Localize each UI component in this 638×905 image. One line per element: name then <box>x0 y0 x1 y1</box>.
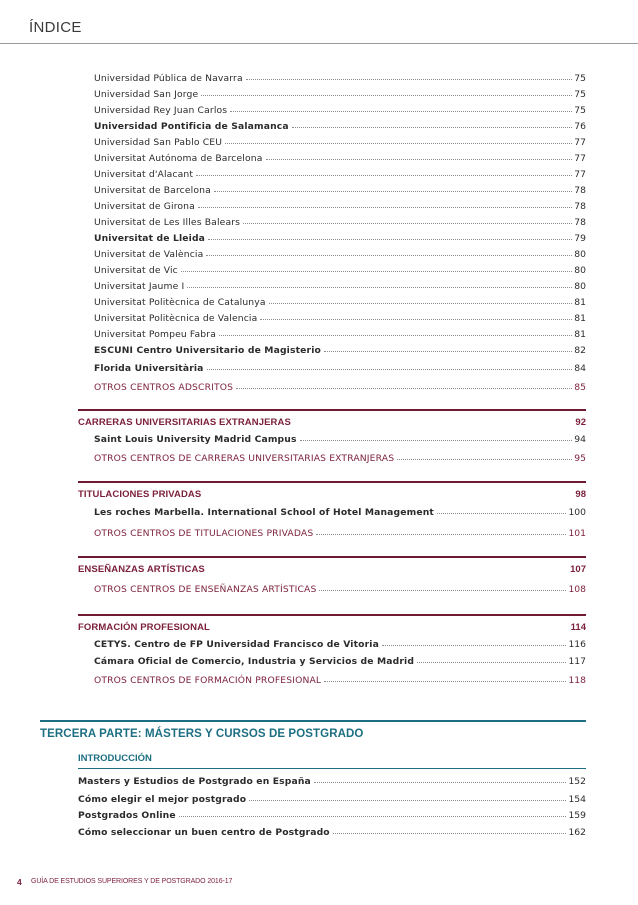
toc-entry[interactable] <box>94 104 586 118</box>
leader-dots <box>201 95 572 96</box>
toc-entry[interactable] <box>78 809 586 823</box>
toc-entry-page: 75 <box>574 89 586 100</box>
toc-entry-label: Universidad Pública de Navarra <box>94 73 243 84</box>
footer-text: GUÍA DE ESTUDIOS SUPERIORES Y DE POSTGRADO 2016-17 <box>31 878 233 885</box>
section-title: FORMACIÓN PROFESIONAL <box>78 622 210 633</box>
leader-dots <box>208 239 572 240</box>
toc-entry[interactable] <box>94 120 586 134</box>
toc-entry[interactable] <box>94 362 586 376</box>
toc-entry-page: 78 <box>574 217 586 228</box>
toc-entry-label: Universitat Pompeu Fabra <box>94 329 216 340</box>
toc-entry-label: Cómo seleccionar un buen centro de Postgrado <box>78 827 330 838</box>
toc-entry-page: 80 <box>574 265 586 276</box>
toc-entry[interactable] <box>94 168 586 182</box>
toc-entry[interactable] <box>94 312 586 326</box>
leader-dots <box>260 319 572 320</box>
toc-entry[interactable] <box>94 264 586 278</box>
toc-entry[interactable] <box>94 232 586 246</box>
section-heading[interactable] <box>78 564 586 575</box>
toc-entry-label: Universitat de Vic <box>94 265 178 276</box>
toc-entry-label: Universitat de Barcelona <box>94 185 211 196</box>
toc-entry-label: Universitat de València <box>94 249 204 260</box>
toc-entry-label: Universidad Pontificia de Salamanca <box>94 121 289 132</box>
toc-entry[interactable] <box>94 506 586 520</box>
leader-dots <box>236 388 572 389</box>
section-title: CARRERAS UNIVERSITARIAS EXTRANJERAS <box>78 417 291 428</box>
section-title: ENSEÑANZAS ARTÍSTICAS <box>78 564 205 575</box>
header-divider <box>0 43 638 44</box>
toc-entry-page: 75 <box>574 73 586 84</box>
section-page: 114 <box>570 622 586 633</box>
leader-dots <box>225 143 572 144</box>
toc-entry-page: 79 <box>574 233 586 244</box>
toc-entry-page: 100 <box>568 507 586 518</box>
leader-dots <box>207 369 573 370</box>
toc-entry-label: OTROS CENTROS DE TITULACIONES PRIVADAS <box>94 528 314 539</box>
toc-entry-label: Universitat d'Alacant <box>94 169 194 180</box>
toc-entry[interactable] <box>94 296 586 310</box>
toc-entry-page: 82 <box>574 345 586 356</box>
leader-dots <box>417 662 566 663</box>
toc-entry-label: Universitat Politècnica de Catalunya <box>94 297 266 308</box>
leader-dots <box>314 782 567 783</box>
toc-entry-label: Postgrados Online <box>78 810 176 821</box>
toc-entry-page: 108 <box>568 584 586 595</box>
toc-entry-page: 77 <box>574 153 586 164</box>
leader-dots <box>198 207 572 208</box>
toc-entry[interactable] <box>94 328 586 342</box>
toc-entry-page: 80 <box>574 249 586 260</box>
toc-entry-label: Universitat de Girona <box>94 201 195 212</box>
section-page: 92 <box>575 417 586 428</box>
toc-entry-label: Universidad Rey Juan Carlos <box>94 105 228 116</box>
toc-entry-page: 77 <box>574 137 586 148</box>
toc-entry-page: 85 <box>574 382 586 393</box>
toc-entry-page: 117 <box>568 656 586 667</box>
intro-heading[interactable]: INTRODUCCIÓN <box>78 753 152 764</box>
toc-entry-label: Les roches Marbella. International School of Hotel Management <box>94 507 434 518</box>
section-divider <box>78 409 586 411</box>
intro-divider <box>78 768 586 769</box>
leader-dots <box>319 590 566 591</box>
section-divider <box>78 481 586 483</box>
toc-entry-label: Universitat de Lleida <box>94 233 206 244</box>
toc-entry-label: Masters y Estudios de Postgrado en España <box>78 776 311 787</box>
section-heading[interactable] <box>78 622 586 633</box>
toc-entry-label: Cómo elegir el mejor postgrado <box>78 794 247 805</box>
section-page: 98 <box>575 489 586 500</box>
toc-entry-label: OTROS CENTROS DE ENSEÑANZAS ARTÍSTICAS <box>94 584 317 595</box>
leader-dots <box>300 440 573 441</box>
toc-entry-label: Universitat Autónoma de Barcelona <box>94 153 263 164</box>
toc-entry[interactable] <box>94 280 586 294</box>
leader-dots <box>230 111 572 112</box>
toc-entry-other-centers[interactable] <box>94 527 586 541</box>
toc-entry-other-centers[interactable] <box>94 583 586 597</box>
toc-entry-page: 81 <box>574 329 586 340</box>
toc-entry-label: ESCUNI Centro Universitario de Magisterio <box>94 345 321 356</box>
toc-entry[interactable] <box>94 200 586 214</box>
toc-entry-label: Universidad San Pablo CEU <box>94 137 223 148</box>
toc-entry-page: 116 <box>568 639 586 650</box>
toc-entry-page: 159 <box>568 810 586 821</box>
toc-entry-label: Florida Universitària <box>94 363 204 374</box>
toc-entry-page: 78 <box>574 201 586 212</box>
toc-entry-page: 80 <box>574 281 586 292</box>
leader-dots <box>196 175 572 176</box>
toc-entry[interactable] <box>94 248 586 262</box>
toc-entry-label: OTROS CENTROS DE CARRERAS UNIVERSITARIAS EXTRANJERAS <box>94 453 395 464</box>
toc-entry[interactable] <box>78 793 586 807</box>
toc-entry[interactable] <box>94 88 586 102</box>
toc-entry[interactable] <box>94 344 586 358</box>
toc-entry-label: Universitat Jaume I <box>94 281 185 292</box>
section-page: 107 <box>570 564 586 575</box>
toc-entry-other-centers[interactable] <box>94 381 586 395</box>
toc-entry-label: Universidad San Jorge <box>94 89 199 100</box>
toc-entry-label: Saint Louis University Madrid Campus <box>94 434 297 445</box>
toc-entry[interactable] <box>94 433 586 447</box>
leader-dots <box>382 645 567 646</box>
toc-entry-label: CETYS. Centro de FP Universidad Francisco de Vitoria <box>94 639 379 650</box>
leader-dots <box>214 191 572 192</box>
toc-entry-page: 154 <box>568 794 586 805</box>
leader-dots <box>324 681 566 682</box>
leader-dots <box>219 335 572 336</box>
leader-dots <box>397 459 572 460</box>
leader-dots <box>243 223 572 224</box>
leader-dots <box>324 351 572 352</box>
toc-entry-page: 94 <box>574 434 586 445</box>
section-heading[interactable] <box>78 417 586 428</box>
section-divider <box>78 614 586 616</box>
leader-dots <box>187 287 572 288</box>
part-divider <box>40 720 586 722</box>
toc-entry-page: 95 <box>574 453 586 464</box>
part-title[interactable]: TERCERA PARTE: MÁSTERS Y CURSOS DE POSTGRADO <box>40 728 364 740</box>
toc-entry-page: 101 <box>568 528 586 539</box>
toc-entry-label: OTROS CENTROS ADSCRITOS <box>94 382 234 393</box>
leader-dots <box>269 303 573 304</box>
toc-entry[interactable] <box>94 136 586 150</box>
leader-dots <box>316 534 566 535</box>
toc-entry[interactable] <box>94 152 586 166</box>
toc-entry-page: 75 <box>574 105 586 116</box>
toc-entry-other-centers[interactable] <box>94 452 586 466</box>
toc-entry-page: 152 <box>568 776 586 787</box>
section-divider <box>78 556 586 558</box>
toc-entry[interactable] <box>94 638 586 652</box>
toc-entry[interactable] <box>94 655 586 669</box>
toc-entry-page: 78 <box>574 185 586 196</box>
toc-entry[interactable] <box>94 184 586 198</box>
toc-entry-page: 81 <box>574 297 586 308</box>
toc-entry-label: Universitat de Les Illes Balears <box>94 217 241 228</box>
toc-entry-page: 81 <box>574 313 586 324</box>
toc-entry-page: 118 <box>568 675 586 686</box>
section-heading[interactable] <box>78 489 586 500</box>
toc-entry-label: Universitat Politècnica de Valencia <box>94 313 258 324</box>
toc-entry[interactable] <box>94 72 586 86</box>
page-title: ÍNDICE <box>29 19 82 36</box>
leader-dots <box>292 127 573 128</box>
leader-dots <box>206 255 572 256</box>
leader-dots <box>333 833 567 834</box>
toc-entry-label: OTROS CENTROS DE FORMACIÓN PROFESIONAL <box>94 675 322 686</box>
toc-entry[interactable] <box>78 826 586 840</box>
toc-entry-page: 77 <box>574 169 586 180</box>
toc-entry-other-centers[interactable] <box>94 674 586 688</box>
toc-entry-page: 84 <box>574 363 586 374</box>
toc-entry-page: 162 <box>568 827 586 838</box>
section-title: TITULACIONES PRIVADAS <box>78 489 202 500</box>
leader-dots <box>246 79 573 80</box>
toc-entry-page: 76 <box>574 121 586 132</box>
toc-entry-label: Cámara Oficial de Comercio, Industria y Servicios de Madrid <box>94 656 415 667</box>
leader-dots <box>181 271 572 272</box>
leader-dots <box>249 800 566 801</box>
leader-dots <box>437 513 566 514</box>
toc-entry[interactable] <box>94 216 586 230</box>
leader-dots <box>179 816 567 817</box>
footer-page-number: 4 <box>17 877 22 887</box>
toc-entry[interactable] <box>78 775 586 789</box>
leader-dots <box>266 159 573 160</box>
